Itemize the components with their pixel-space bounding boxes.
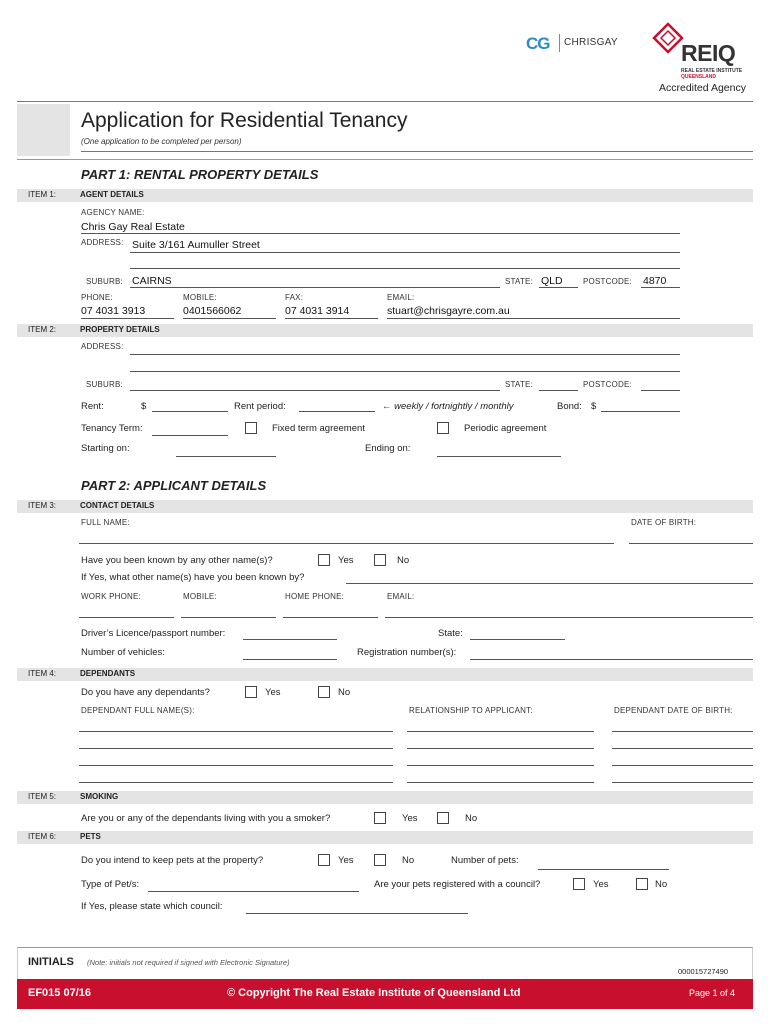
ending-on-underline[interactable] (437, 456, 561, 457)
dependant-dob-header: DEPENDANT DATE OF BIRTH: (614, 706, 733, 715)
item5-title: SMOKING (80, 792, 119, 801)
dependants-yes-checkbox[interactable] (245, 686, 257, 698)
starting-on-underline[interactable] (176, 456, 276, 457)
property-postcode-underline[interactable] (641, 390, 680, 391)
reiq-line1: REAL ESTATE INSTITUTE (681, 68, 743, 74)
reiq-line2: QUEENSLAND (681, 74, 717, 80)
applicant-email-underline[interactable] (385, 617, 753, 618)
registration-underline[interactable] (470, 659, 753, 660)
agent-phone-field[interactable]: 07 4031 3913 (81, 305, 146, 317)
other-names-no-label: No (397, 555, 410, 566)
dependant-dob-line-4[interactable] (612, 782, 753, 783)
dependants-no-label: No (338, 687, 351, 698)
header-rule-1 (81, 151, 753, 152)
other-names-no-checkbox[interactable] (374, 554, 386, 566)
agent-mobile-underline (183, 318, 276, 319)
agency-name-underline (81, 233, 680, 234)
property-state-label: STATE: (505, 380, 534, 389)
rent-label: Rent: (81, 401, 104, 412)
pets-no-checkbox[interactable] (374, 854, 386, 866)
dependants-no-checkbox[interactable] (318, 686, 330, 698)
page-title: Application for Residential Tenancy (81, 109, 408, 132)
dob-underline[interactable] (629, 543, 753, 544)
agent-postcode-field[interactable]: 4870 (643, 275, 667, 287)
property-address-underline-2[interactable] (130, 371, 680, 372)
item6-number: ITEM 6: (28, 832, 57, 841)
property-address-underline-1[interactable] (130, 354, 680, 355)
agent-state-field[interactable]: QLD (541, 275, 563, 287)
work-phone-underline[interactable] (79, 617, 174, 618)
header-grey-block (17, 104, 70, 156)
reiq-logo: REIQ (681, 40, 736, 66)
part2-title: PART 2: APPLICANT DETAILS (81, 478, 267, 493)
fixed-term-label: Fixed term agreement (272, 423, 365, 434)
pets-registered-yes-checkbox[interactable] (573, 878, 585, 890)
agent-email-underline (387, 318, 680, 319)
dependants-question: Do you have any dependants? (81, 687, 210, 698)
property-state-underline[interactable] (539, 390, 578, 391)
copyright: © Copyright The Real Estate Institute of Queensland Ltd (227, 987, 521, 999)
other-names-yes-checkbox[interactable] (318, 554, 330, 566)
dependant-relationship-line-3[interactable] (407, 765, 594, 766)
initials-label: INITIALS (28, 956, 74, 968)
smoker-yes-label: Yes (402, 813, 418, 824)
initials-note: (Note: initials not required if signed with Electronic Signature) (87, 958, 290, 967)
dependant-name-line-2[interactable] (79, 748, 393, 749)
licence-label: Driver’s Licence/passport number: (81, 628, 226, 639)
bond-dollar: $ (591, 401, 597, 412)
smoker-no-label: No (465, 813, 478, 824)
tenancy-term-label: Tenancy Term: (81, 423, 143, 434)
smoker-question: Are you or any of the dependants living with you a smoker? (81, 813, 331, 824)
dependants-yes-label: Yes (265, 687, 281, 698)
other-names-question: Have you been known by any other name(s)? (81, 555, 273, 566)
number-of-pets-underline[interactable] (538, 869, 669, 870)
page-subtitle: (One application to be completed per person) (81, 137, 242, 146)
item5-row (17, 791, 753, 804)
pets-registered-yes-label: Yes (593, 879, 609, 890)
agent-fax-label: FAX: (285, 293, 304, 302)
ending-on-label: Ending on: (365, 443, 411, 454)
licence-state-underline[interactable] (470, 639, 565, 640)
vehicles-underline[interactable] (243, 659, 337, 660)
other-names-followup: If Yes, what other name(s) have you been known by? (81, 572, 305, 583)
dependant-dob-line-3[interactable] (612, 765, 753, 766)
periodic-checkbox[interactable] (437, 422, 449, 434)
page-number: Page 1 of 4 (689, 988, 736, 998)
registration-label: Registration number(s): (357, 647, 457, 658)
cg-name: CHRISGAY (564, 37, 618, 48)
dependant-name-line-3[interactable] (79, 765, 393, 766)
full-name-label: FULL NAME: (81, 518, 130, 527)
item4-title: DEPENDANTS (80, 669, 136, 678)
full-name-underline[interactable] (79, 543, 614, 544)
agent-phone-underline (81, 318, 174, 319)
item5-number: ITEM 5: (28, 792, 57, 801)
licence-underline[interactable] (243, 639, 337, 640)
agency-name-label: AGENCY NAME: (81, 208, 145, 217)
property-address-label: ADDRESS: (81, 342, 124, 351)
item6-row (17, 831, 753, 844)
pet-type-label: Type of Pet/s: (81, 879, 140, 890)
dob-label: DATE OF BIRTH: (631, 518, 697, 527)
other-names-underline[interactable] (346, 583, 753, 584)
item6-title: PETS (80, 832, 101, 841)
starting-on-label: Starting on: (81, 443, 130, 454)
agent-phone-label: PHONE: (81, 293, 113, 302)
rent-period-underline[interactable] (299, 411, 375, 412)
agent-suburb-field[interactable]: CAIRNS (132, 275, 172, 287)
pets-question: Do you intend to keep pets at the property? (81, 855, 264, 866)
periodic-label: Periodic agreement (464, 423, 547, 434)
reiq-diamond-icon (652, 22, 684, 56)
rent-period-hint: ← weekly / fortnightly / monthly (382, 401, 514, 412)
agent-mobile-field[interactable]: 0401566062 (183, 305, 242, 317)
property-suburb-label: SUBURB: (86, 380, 123, 389)
pets-yes-label: Yes (338, 855, 354, 866)
dependant-relationship-header: RELATIONSHIP TO APPLICANT: (409, 706, 533, 715)
vehicles-label: Number of vehicles: (81, 647, 165, 658)
applicant-mobile-underline[interactable] (181, 617, 276, 618)
agent-suburb-label: SUBURB: (86, 277, 123, 286)
agent-state-underline (539, 287, 578, 288)
dependant-relationship-line-1[interactable] (407, 731, 594, 732)
applicant-email-label: EMAIL: (387, 592, 415, 601)
form-code: EF015 07/16 (28, 987, 91, 999)
item2-row (17, 324, 753, 337)
dependant-dob-line-1[interactable] (612, 731, 753, 732)
rent-dollar: $ (141, 401, 147, 412)
part1-title: PART 1: RENTAL PROPERTY DETAILS (81, 167, 319, 182)
council-label: If Yes, please state which council: (81, 901, 223, 912)
header-top-rule (17, 101, 753, 102)
dependant-relationship-line-4[interactable] (407, 782, 594, 783)
agent-address-field[interactable]: Suite 3/161 Aumuller Street (132, 239, 260, 251)
agent-suburb-underline (130, 287, 500, 288)
pets-yes-checkbox[interactable] (318, 854, 330, 866)
pets-no-label: No (402, 855, 415, 866)
agent-mobile-label: MOBILE: (183, 293, 217, 302)
pets-registered-no-checkbox[interactable] (636, 878, 648, 890)
rent-period-label: Rent period: (234, 401, 286, 412)
bond-label: Bond: (557, 401, 582, 412)
agent-email-label: EMAIL: (387, 293, 415, 302)
rent-underline[interactable] (152, 411, 228, 412)
item2-number: ITEM 2: (28, 325, 57, 334)
agent-fax-field[interactable]: 07 4031 3914 (285, 305, 350, 317)
pets-registered-question: Are your pets registered with a council? (374, 879, 541, 890)
agent-email-field[interactable]: stuart@chrisgayre.com.au (387, 305, 510, 317)
applicant-mobile-label: MOBILE: (183, 592, 217, 601)
pet-type-underline[interactable] (148, 891, 359, 892)
header-rule-2 (17, 159, 753, 160)
bond-underline[interactable] (601, 411, 680, 412)
agent-state-label: STATE: (505, 277, 534, 286)
smoker-yes-checkbox[interactable] (374, 812, 386, 824)
document-number: 000015727490 (678, 967, 729, 976)
agency-name-field[interactable]: Chris Gay Real Estate (81, 221, 185, 233)
dependant-name-header: DEPENDANT FULL NAME(S): (81, 706, 195, 715)
agent-postcode-underline (641, 287, 680, 288)
fixed-term-checkbox[interactable] (245, 422, 257, 434)
item3-number: ITEM 3: (28, 501, 57, 510)
smoker-no-checkbox[interactable] (437, 812, 449, 824)
other-names-yes-label: Yes (338, 555, 354, 566)
item1-row (17, 189, 753, 202)
pets-registered-no-label: No (655, 879, 668, 890)
item2-title: PROPERTY DETAILS (80, 325, 160, 334)
property-postcode-label: POSTCODE: (583, 380, 632, 389)
council-underline[interactable] (246, 913, 468, 914)
dependant-name-line-1[interactable] (79, 731, 393, 732)
cg-logo: CG (526, 34, 550, 53)
home-phone-underline[interactable] (283, 617, 378, 618)
home-phone-label: HOME PHONE: (285, 592, 345, 601)
agent-address-underline-1 (130, 252, 680, 253)
agent-address-label: ADDRESS: (81, 238, 124, 247)
property-suburb-underline[interactable] (130, 390, 500, 391)
agent-fax-underline (285, 318, 378, 319)
work-phone-label: WORK PHONE: (81, 592, 141, 601)
accredited-agency: Accredited Agency (659, 82, 746, 94)
item3-title: CONTACT DETAILS (80, 501, 155, 510)
agent-address-underline-2 (130, 268, 680, 269)
tenancy-term-underline[interactable] (152, 435, 228, 436)
item1-title: AGENT DETAILS (80, 190, 144, 199)
dependant-name-line-4[interactable] (79, 782, 393, 783)
item1-number: ITEM 1: (28, 190, 57, 199)
item3-row (17, 500, 753, 513)
dependant-relationship-line-2[interactable] (407, 748, 594, 749)
cg-logo-divider (559, 34, 560, 52)
item4-number: ITEM 4: (28, 669, 57, 678)
number-of-pets-label: Number of pets: (451, 855, 519, 866)
dependant-dob-line-2[interactable] (612, 748, 753, 749)
licence-state-label: State: (438, 628, 463, 639)
agent-postcode-label: POSTCODE: (583, 277, 632, 286)
item4-row (17, 668, 753, 681)
